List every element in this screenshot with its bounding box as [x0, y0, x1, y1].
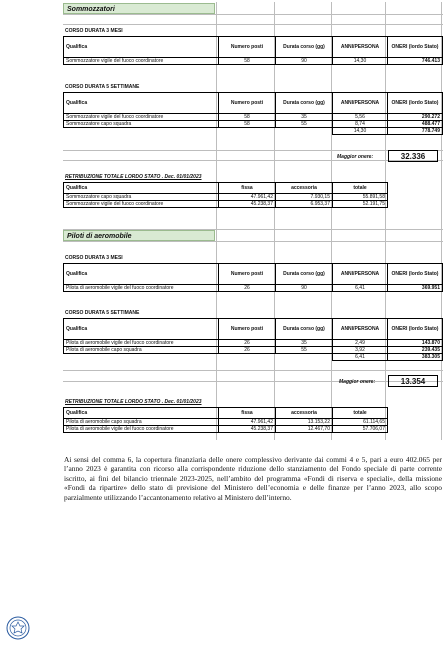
retribuzione-title: RETRIBUZIONE TOTALE LORDO STATO . Dec. 01/01/2023	[65, 399, 202, 405]
col-numero-posti: Numero posti	[219, 93, 276, 114]
cell: 47.961,42	[219, 194, 276, 201]
col-fissa: fissa	[219, 183, 276, 194]
table-row	[64, 426, 388, 433]
cell: 8,74	[333, 121, 388, 128]
cell: Pilota di aeromobile capo squadra	[64, 347, 219, 354]
col-anni-persona: ANNI/PERSONA	[333, 264, 388, 285]
retribuzione-title: RETRIBUZIONE TOTALE LORDO STATO . Dec. 01/01/2023	[65, 174, 202, 180]
cell: 12.467,70	[276, 426, 333, 433]
maggior-onere-label: Maggior onere:	[339, 379, 376, 385]
section-header-sommozzatori: Sommozzatori	[63, 3, 215, 14]
total-oneri: 778.749	[388, 128, 443, 135]
piloti-corso-5-settimane-table	[63, 318, 443, 361]
cell: 57.706,07	[333, 426, 388, 433]
cell: 6.953,37	[276, 201, 333, 208]
col-oneri: ONERI (lordo Stato)	[388, 264, 443, 285]
cell: 488.477	[388, 121, 443, 128]
sommozzatori-corso-3-mesi-table	[63, 36, 443, 65]
table-row	[64, 347, 443, 354]
cell: Sommozzatore capo squadra	[64, 194, 219, 201]
table-row	[64, 419, 388, 426]
col-fissa: fissa	[219, 408, 276, 419]
cell: 7.930,15	[276, 194, 333, 201]
cell: 369.951	[388, 285, 443, 292]
table-row	[64, 340, 443, 347]
maggior-onere-label: Maggior onere:	[337, 154, 374, 160]
totals-row	[64, 128, 443, 135]
cell: 55	[276, 121, 333, 128]
col-qualifica: Qualifica	[64, 183, 219, 194]
corso-5-settimane-title: CORSO DURATA 5 SETTIMANE	[65, 310, 140, 316]
cell: 35	[276, 114, 333, 121]
cell: 5,56	[333, 114, 388, 121]
cell: 58	[219, 58, 276, 65]
cell: 290.272	[388, 114, 443, 121]
cell: 47.961,42	[219, 419, 276, 426]
col-oneri: ONERI (lordo Stato)	[388, 319, 443, 340]
cell: 52.191,75	[333, 201, 388, 208]
legal-paragraph: Ai sensi del comma 6, la copertura finanziaria delle onere complessivo derivante dai commi 4 e 5, pari a euro 402.065 per l’anno 2023 è garantita con ricorso alla corrispondente riduzione dello stanziamento del Fondo speciale di parte corrente iscritto, ai fini del bilancio triennale 2023-2025, nell’ambito del programma «Fondi di riserva e speciali», della missione «Fondi da ripartire» dello stato di previsione del Ministero dell’economia e delle finanze per l’anno 2023, allo scopo parzialmente utilizzando l’accantonamento relativo al Ministero dell’interno.	[64, 455, 442, 502]
cell: 35	[276, 340, 333, 347]
cell: 239.435	[388, 347, 443, 354]
col-numero-posti: Numero posti	[219, 319, 276, 340]
sommozzatori-retribuzione-table	[63, 182, 388, 208]
col-qualifica: Qualifica	[64, 93, 219, 114]
table-row	[64, 285, 443, 292]
table-row	[64, 121, 443, 128]
piloti-corso-3-mesi-table	[63, 263, 443, 292]
col-oneri: ONERI (lordo Stato)	[388, 93, 443, 114]
cell: 6,41	[333, 285, 388, 292]
cell: 13.153,22	[276, 419, 333, 426]
corso-5-settimane-title: CORSO DURATA 5 SETTIMANE	[65, 84, 140, 90]
cell: 2,49	[333, 340, 388, 347]
corso-3-mesi-title: CORSO DURATA 3 MESI	[65, 255, 123, 261]
col-anni-persona: ANNI/PERSONA	[333, 93, 388, 114]
col-qualifica: Qualifica	[64, 319, 219, 340]
cell: Sommozzatore vigile del fuoco coordinatore	[64, 58, 219, 65]
table-row	[64, 58, 443, 65]
cell: 26	[219, 285, 276, 292]
cell: Pilota di aeromobile vigile del fuoco coordinatore	[64, 340, 219, 347]
col-durata: Durata corso (gg)	[276, 37, 333, 58]
cell: 58	[219, 114, 276, 121]
cell: Sommozzatore vigile del fuoco coordinatore	[64, 201, 219, 208]
table-row	[64, 201, 388, 208]
col-numero-posti: Numero posti	[219, 37, 276, 58]
cell: Sommozzatore capo squadra	[64, 121, 219, 128]
cell: Sommozzatore vigile del fuoco coordinatore	[64, 114, 219, 121]
col-anni-persona: ANNI/PERSONA	[333, 37, 388, 58]
col-totale: totale	[333, 183, 388, 194]
state-seal-icon	[6, 616, 30, 640]
col-qualifica: Qualifica	[64, 37, 219, 58]
corso-3-mesi-title: CORSO DURATA 3 MESI	[65, 28, 123, 34]
cell: 45.238,37	[219, 201, 276, 208]
cell: Pilota di aeromobile vigile del fuoco coordinatore	[64, 285, 219, 292]
cell: 61.114,65	[333, 419, 388, 426]
col-durata: Durata corso (gg)	[276, 319, 333, 340]
table-row	[64, 194, 388, 201]
maggior-onere-value: 13.354	[388, 375, 438, 387]
cell: 26	[219, 347, 276, 354]
table-row	[64, 114, 443, 121]
col-durata: Durata corso (gg)	[276, 264, 333, 285]
cell: Pilota di aeromobile capo squadra	[64, 419, 219, 426]
sommozzatori-corso-5-settimane-table	[63, 92, 443, 135]
cell: 746.413	[388, 58, 443, 65]
col-accessoria: accessoria	[276, 183, 333, 194]
col-totale: totale	[333, 408, 388, 419]
total-anni-persona: 14,30	[333, 128, 388, 135]
cell: 55.891,58	[333, 194, 388, 201]
section-header-piloti: Piloti di aeromobile	[63, 230, 215, 241]
total-oneri: 383.305	[388, 354, 443, 361]
cell: Pilota di aeromobile vigile del fuoco coordinatore	[64, 426, 219, 433]
maggior-onere-value: 32.336	[388, 150, 438, 162]
cell: 58	[219, 121, 276, 128]
cell: 55	[276, 347, 333, 354]
cell: 45.238,37	[219, 426, 276, 433]
cell: 3,92	[333, 347, 388, 354]
col-accessoria: accessoria	[276, 408, 333, 419]
cell: 90	[276, 285, 333, 292]
piloti-retribuzione-table	[63, 407, 388, 433]
cell: 26	[219, 340, 276, 347]
cell: 14,30	[333, 58, 388, 65]
totals-row	[64, 354, 443, 361]
col-durata: Durata corso (gg)	[276, 93, 333, 114]
cell: 143.870	[388, 340, 443, 347]
col-oneri: ONERI (lordo Stato)	[388, 37, 443, 58]
total-anni-persona: 6,41	[333, 354, 388, 361]
col-anni-persona: ANNI/PERSONA	[333, 319, 388, 340]
col-numero-posti: Numero posti	[219, 264, 276, 285]
col-qualifica: Qualifica	[64, 264, 219, 285]
cell: 90	[276, 58, 333, 65]
col-qualifica: Qualifica	[64, 408, 219, 419]
